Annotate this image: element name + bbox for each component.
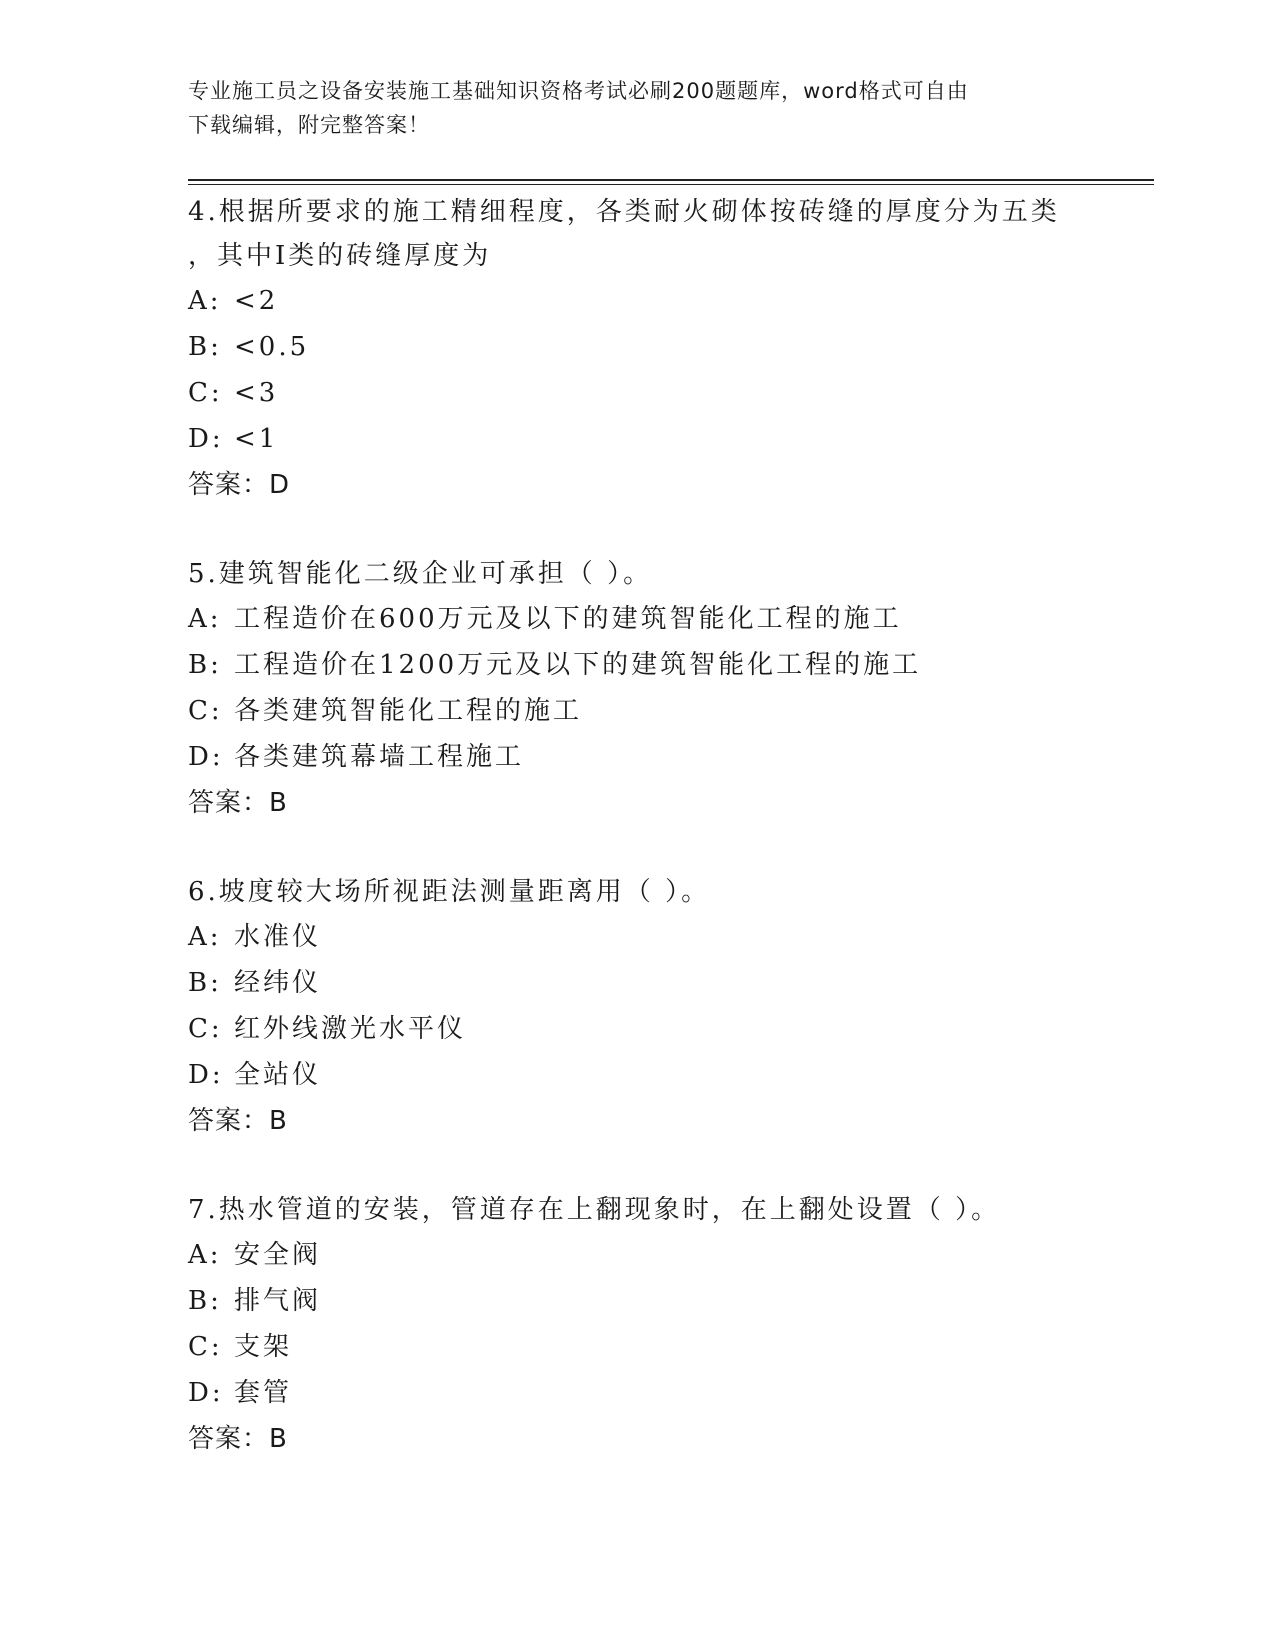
option-letter: D: xyxy=(188,742,224,772)
option-text: 水准仪 xyxy=(234,922,322,952)
option-letter: A: xyxy=(188,1240,222,1270)
option-text: 套管 xyxy=(234,1378,293,1408)
question-4 xyxy=(188,190,1088,508)
option-letter: D: xyxy=(188,1378,224,1408)
option-d xyxy=(188,1052,1088,1098)
option-b xyxy=(188,1278,1088,1324)
header-line-1: 专业施工员之设备安装施工基础知识资格考试必刷200题题库，word格式可自由 xyxy=(188,79,969,103)
answer-line: 答案：D xyxy=(188,470,291,500)
question-title: 7.热水管道的安装，管道存在上翻现象时，在上翻处设置（ ）。 xyxy=(188,1195,1001,1225)
question-title xyxy=(188,190,1088,278)
option-text: 全站仪 xyxy=(234,1060,322,1090)
option-text: <2 xyxy=(234,286,279,316)
answer-line: 答案：B xyxy=(188,788,288,818)
option-b xyxy=(188,960,1088,1006)
option-c xyxy=(188,1324,1088,1370)
option-text: <0.5 xyxy=(234,332,310,362)
option-d xyxy=(188,1370,1088,1416)
option-c xyxy=(188,1006,1088,1052)
option-letter: C: xyxy=(188,696,223,726)
option-d xyxy=(188,416,1088,462)
header-divider-thin xyxy=(188,184,1154,185)
answer-line: 答案：B xyxy=(188,1424,288,1454)
option-text: 工程造价在600万元及以下的建筑智能化工程的施工 xyxy=(234,604,902,634)
option-a xyxy=(188,1232,1088,1278)
header-divider-thick xyxy=(188,179,1154,181)
option-letter: D: xyxy=(188,1060,224,1090)
option-text: 红外线激光水平仪 xyxy=(234,1014,467,1044)
option-letter: A: xyxy=(188,286,222,316)
option-text: <1 xyxy=(234,424,279,454)
option-b xyxy=(188,642,1088,688)
option-b xyxy=(188,324,1088,370)
option-letter: A: xyxy=(188,604,222,634)
question-title-line-2: ，其中I类的砖缝厚度为 xyxy=(188,241,492,271)
header-line-2: 下载编辑，附完整答案！ xyxy=(188,113,430,137)
question-list xyxy=(188,190,1088,1462)
option-letter: A: xyxy=(188,922,222,952)
question-7 xyxy=(188,1188,1088,1462)
option-a xyxy=(188,278,1088,324)
option-text: 经纬仪 xyxy=(234,968,322,998)
option-letter: B: xyxy=(188,650,222,680)
answer-line: 答案：B xyxy=(188,1106,288,1136)
option-letter: B: xyxy=(188,1286,222,1316)
option-text: <3 xyxy=(234,378,279,408)
document-header xyxy=(188,74,1068,142)
question-6 xyxy=(188,870,1088,1144)
question-title: 5.建筑智能化二级企业可承担（ ）。 xyxy=(188,559,653,589)
question-title: 6.坡度较大场所视距法测量距离用（ ）。 xyxy=(188,877,711,907)
option-letter: C: xyxy=(188,1014,223,1044)
option-letter: D: xyxy=(188,424,224,454)
option-letter: C: xyxy=(188,1332,223,1362)
option-letter: B: xyxy=(188,332,222,362)
option-text: 安全阀 xyxy=(234,1240,322,1270)
option-c xyxy=(188,370,1088,416)
option-text: 支架 xyxy=(234,1332,293,1362)
option-a xyxy=(188,914,1088,960)
option-c xyxy=(188,688,1088,734)
option-a xyxy=(188,596,1088,642)
option-text: 各类建筑幕墙工程施工 xyxy=(234,742,525,772)
option-letter: C: xyxy=(188,378,223,408)
question-5 xyxy=(188,552,1088,826)
option-text: 工程造价在1200万元及以下的建筑智能化工程的施工 xyxy=(234,650,922,680)
option-text: 排气阀 xyxy=(234,1286,322,1316)
question-title-line-1: 4.根据所要求的施工精细程度，各类耐火砌体按砖缝的厚度分为五类 xyxy=(188,197,1060,227)
option-letter: B: xyxy=(188,968,222,998)
option-d xyxy=(188,734,1088,780)
option-text: 各类建筑智能化工程的施工 xyxy=(234,696,583,726)
